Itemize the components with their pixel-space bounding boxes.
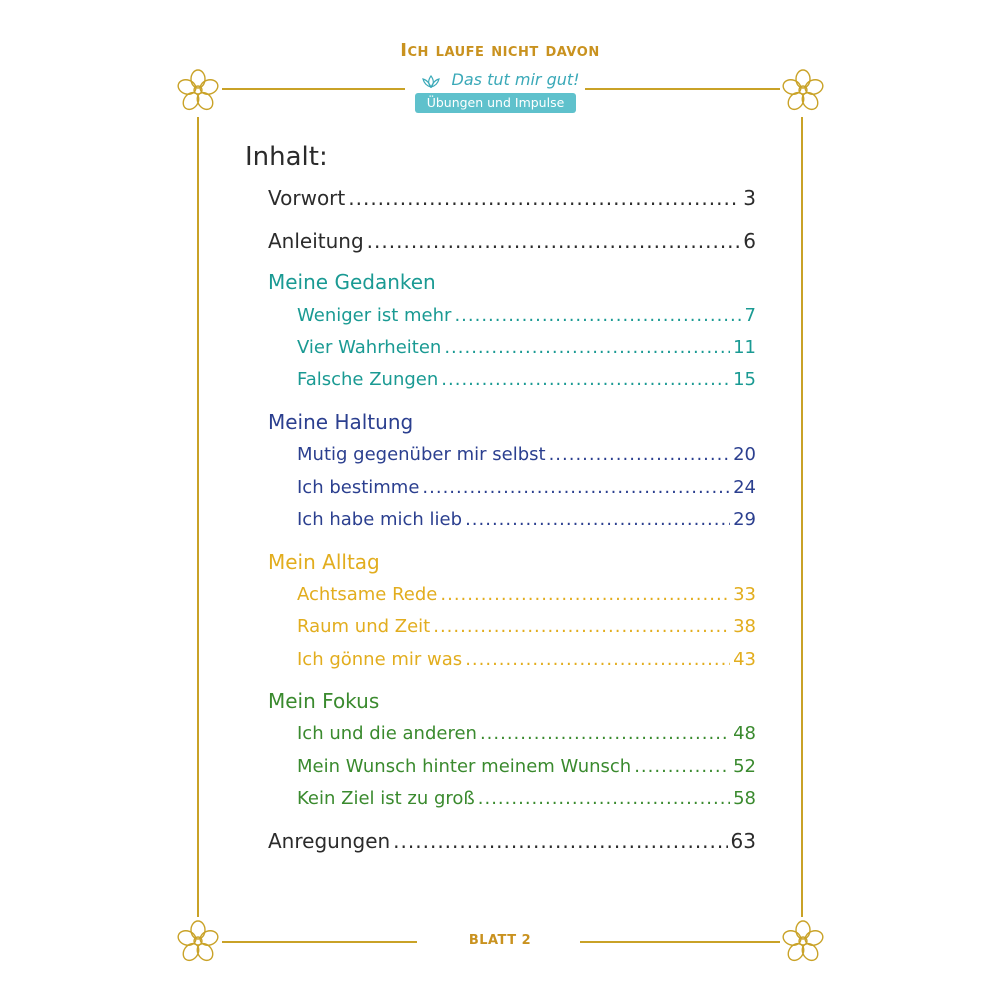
section-heading: Meine Haltung — [268, 410, 414, 434]
section-heading: Mein Alltag — [268, 550, 380, 574]
toc-entry-anleitung[interactable]: Anleitung ..... 6 — [268, 229, 756, 253]
toc-entry[interactable]: Achtsame Rede ..... 33 — [297, 584, 756, 605]
toc-entry[interactable]: Mein Wunsch hinter meinem Wunsch ..... 52 — [297, 756, 756, 777]
toc-entry[interactable]: Weniger ist mehr ..... 7 — [297, 305, 756, 326]
toc-entry[interactable]: Falsche Zungen ..... 15 — [297, 369, 756, 390]
toc-entry-anregungen[interactable]: Anregungen ..... 63 — [268, 829, 756, 853]
toc-entry[interactable]: Raum und Zeit ..... 38 — [297, 616, 756, 637]
toc-heading: Inhalt: — [245, 142, 328, 172]
sheet-label: BLATT 2 — [468, 933, 532, 948]
section-heading: Mein Fokus — [268, 689, 380, 713]
frame-left-line — [197, 117, 199, 917]
toc-entry[interactable]: Ich und die anderen ..... 48 — [297, 723, 756, 744]
lotus-icon — [420, 74, 442, 88]
toc-entry[interactable]: Mutig gegenüber mir selbst ..... 20 — [297, 444, 756, 465]
toc-entry[interactable]: Kein Ziel ist zu groß ..... 58 — [297, 788, 756, 809]
section-heading: Meine Gedanken — [268, 270, 436, 294]
toc-entry-vorwort[interactable]: Vorwort ..... 3 — [268, 186, 756, 210]
series-title: Ich laufe nicht davon — [400, 40, 600, 61]
subtitle — [0, 70, 1000, 89]
toc-entry[interactable]: Ich habe mich lieb ..... 29 — [297, 509, 756, 530]
toc-entry[interactable]: Vier Wahrheiten ..... 11 — [297, 337, 756, 358]
subtitle-text: Das tut mir gut! — [451, 70, 580, 89]
frame-right-line — [801, 117, 803, 917]
toc-entry[interactable]: Ich bestimme ..... 24 — [297, 477, 756, 498]
toc-entry[interactable]: Ich gönne mir was ..... 43 — [297, 649, 756, 670]
category-badge: Übungen und Impulse — [415, 93, 576, 113]
